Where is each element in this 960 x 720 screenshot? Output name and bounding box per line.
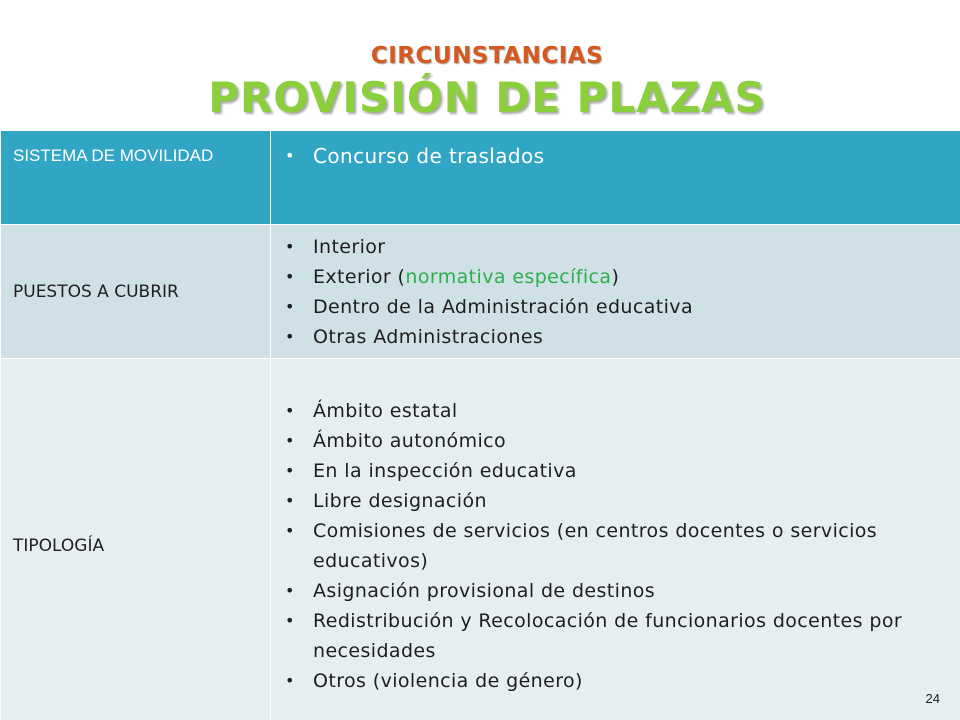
table-row: [1, 359, 960, 720]
bullet-list: [285, 232, 950, 352]
list-item-text: Libre designación: [313, 489, 487, 512]
bullet-icon: •: [285, 520, 295, 540]
page-number: 24: [925, 691, 940, 706]
table-row: [1, 131, 960, 225]
bullet-icon: •: [285, 146, 295, 165]
provision-table: [0, 130, 960, 720]
list-item: [285, 516, 950, 576]
bullet-icon: •: [285, 430, 295, 450]
list-item: [285, 606, 950, 666]
bullet-icon: •: [285, 460, 295, 480]
list-item-text: Ámbito estatal: [313, 399, 458, 422]
row-content: [271, 359, 960, 720]
list-item-text: Ámbito autonómico: [313, 429, 507, 452]
bullet-icon: •: [285, 490, 295, 510]
bullet-icon: •: [285, 266, 295, 286]
list-item: [285, 666, 950, 696]
title-block: [0, 38, 960, 122]
row-label: TIPOLOGÍA: [1, 359, 271, 720]
list-item: [285, 456, 950, 486]
bullet-icon: •: [285, 326, 295, 346]
list-item: [285, 576, 950, 606]
list-item-text: Otros (violencia de género): [313, 669, 583, 692]
row-label: PUESTOS A CUBRIR: [1, 225, 271, 359]
list-item-text: Comisiones de servicios (en centros docentes o servicios educativos): [313, 519, 878, 572]
row-label: SISTEMA DE MOVILIDAD: [1, 131, 271, 225]
bullet-icon: •: [285, 580, 295, 600]
list-item-text: Otras Administraciones: [313, 325, 544, 348]
list-item-text: En la inspección educativa: [313, 459, 577, 482]
list-item-text: Exterior (: [313, 265, 406, 288]
bullet-icon: •: [285, 670, 295, 690]
bullet-icon: •: [285, 610, 295, 630]
highlighted-text: normativa específica: [405, 265, 612, 288]
list-item-text: Dentro de la Administración educativa: [313, 295, 693, 318]
slide-title: PROVISIÓN DE PLAZAS: [208, 73, 766, 122]
list-item: [285, 426, 950, 456]
bullet-list: [285, 396, 950, 696]
list-item-text: Concurso de traslados: [313, 144, 545, 168]
bullet-icon: •: [285, 296, 295, 316]
list-item: [285, 232, 950, 262]
list-item: [285, 141, 950, 171]
row-content: [271, 225, 960, 359]
list-item: [285, 396, 950, 426]
bullet-icon: •: [285, 400, 295, 420]
list-item: [285, 486, 950, 516]
table-row: [1, 225, 960, 359]
list-item-text: Asignación provisional de destinos: [313, 579, 656, 602]
slide-subtitle: CIRCUNSTANCIAS: [370, 43, 604, 69]
list-item-text: Interior: [313, 235, 386, 258]
bullet-list: [285, 141, 950, 171]
list-item: [285, 292, 950, 322]
list-item: [285, 262, 950, 292]
list-item-text: ): [611, 265, 620, 288]
bullet-icon: •: [285, 236, 295, 256]
list-item: [285, 322, 950, 352]
list-item-text: Redistribución y Recolocación de funcionarios docentes por necesidades: [313, 609, 903, 662]
row-content: [271, 131, 960, 225]
